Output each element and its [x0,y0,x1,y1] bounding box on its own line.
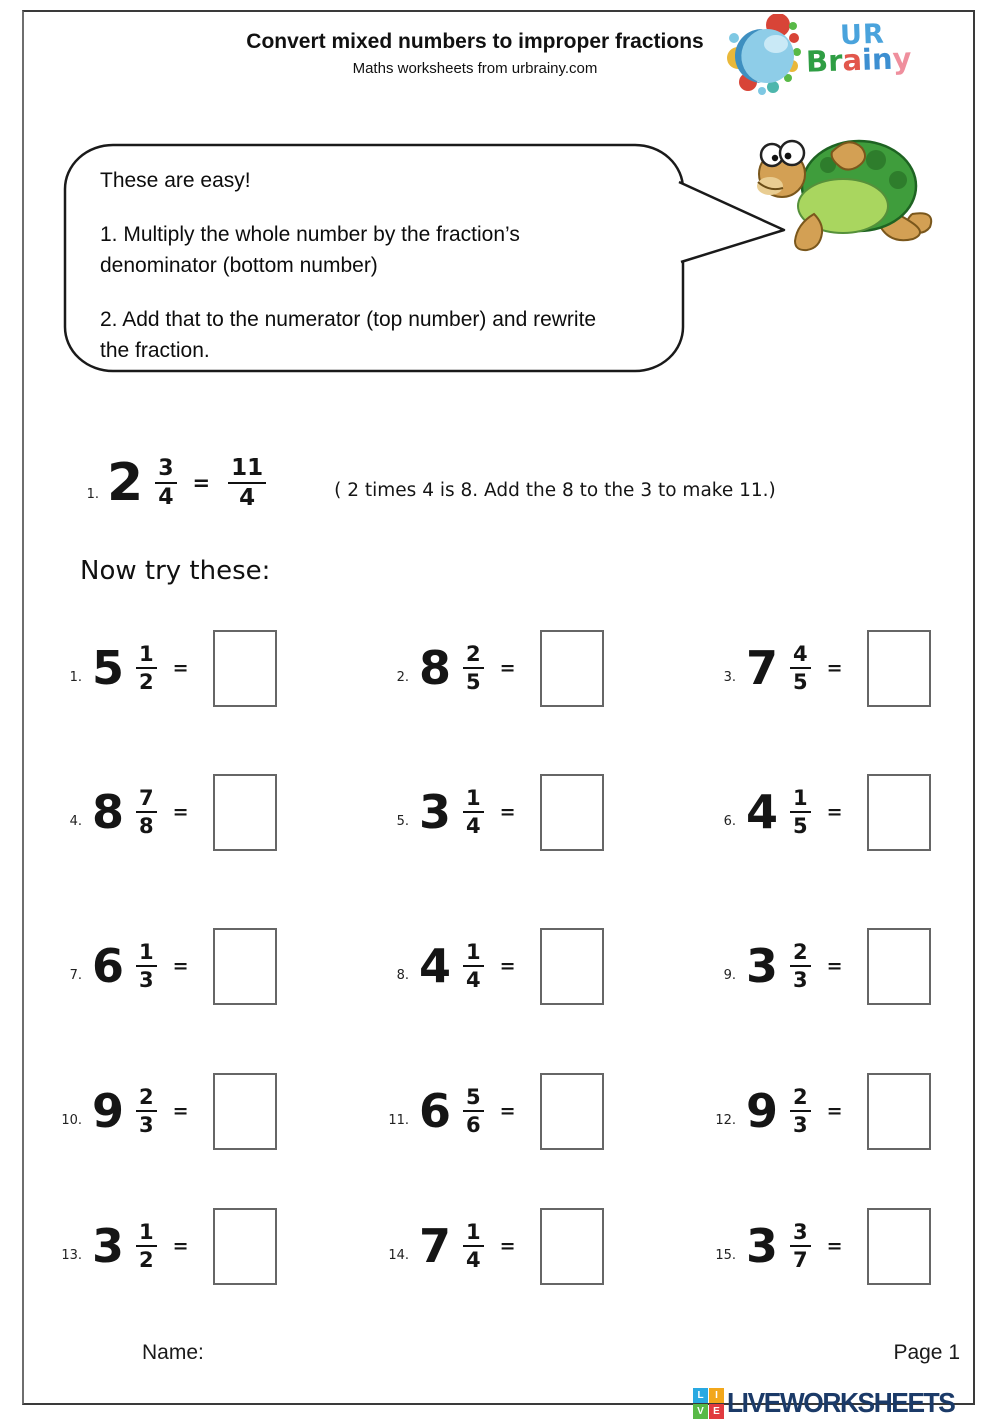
prompt-text: Now try these: [80,556,271,586]
fraction-numerator: 2 [790,1086,811,1112]
answer-box[interactable] [867,774,931,851]
whole-number: 7 [746,641,779,695]
problem [58,1071,277,1151]
fraction [463,1086,484,1136]
liveworksheets-tile: V [693,1404,708,1419]
fraction-denominator: 4 [466,1247,481,1272]
fraction-numerator: 1 [136,941,157,967]
problem-number: 9. [723,967,736,983]
answer-box[interactable] [213,928,277,1005]
fraction-denominator: 3 [139,967,154,992]
equals-sign: = [826,955,843,977]
fraction [463,941,484,991]
problem-number: 10. [61,1112,82,1128]
urbrainy-wordmark [805,18,966,79]
problem [58,926,277,1006]
fraction [136,941,157,991]
fraction-denominator: 8 [139,813,154,838]
liveworksheets-tile: L [693,1388,708,1403]
answer-box[interactable] [213,630,277,707]
fraction [463,1221,484,1271]
problem-number: 2. [396,669,409,685]
fraction-numerator: 1 [136,1221,157,1247]
fraction-numerator: 1 [790,787,811,813]
fraction [136,643,157,693]
bubble-line-2: 1. Multiply the whole number by the fraction’s denominator (bottom number) [100,223,520,277]
example-number: 1. [86,486,99,502]
fraction-denominator: 5 [466,669,481,694]
fraction-numerator: 1 [136,643,157,669]
fraction-denominator: 4 [466,813,481,838]
urbrainy-ur-text: UR [839,18,886,52]
fraction [136,787,157,837]
example-fraction [155,457,176,510]
problem [385,1206,604,1286]
liveworksheets-wordmark: LIVEWORKSHEETS [727,1387,955,1418]
liveworksheets-tiles-icon [693,1388,724,1419]
problem-number: 1. [69,669,82,685]
bubble-line-1: These are easy! [100,169,251,192]
whole-number: 7 [419,1219,452,1273]
fraction [790,643,811,693]
fraction [136,1086,157,1136]
fraction [790,1221,811,1271]
problem [712,1206,931,1286]
problem [712,926,931,1006]
example-denominator: 4 [158,484,174,510]
answer-box[interactable] [213,1073,277,1150]
example-problem [75,444,776,522]
whole-number: 9 [92,1084,125,1138]
problem-number: 12. [715,1112,736,1128]
example-whole-number: 2 [107,453,144,513]
problem [58,1206,277,1286]
name-label: Name: [142,1341,204,1364]
brainy-letter: r [827,43,844,79]
fraction-denominator: 4 [466,967,481,992]
fraction [790,941,811,991]
fraction-numerator: 2 [790,941,811,967]
example-equals-sign: = [192,471,211,495]
answer-box[interactable] [540,774,604,851]
problem-number: 14. [388,1247,409,1263]
whole-number: 3 [419,785,452,839]
fraction-denominator: 6 [466,1112,481,1137]
answer-box[interactable] [867,1073,931,1150]
turtle-icon [752,126,937,261]
example-result-fraction [228,456,266,511]
problem [712,772,931,852]
whole-number: 9 [746,1084,779,1138]
whole-number: 8 [92,785,125,839]
whole-number: 4 [746,785,779,839]
brainy-letter: n [871,41,894,77]
fraction-denominator: 2 [139,669,154,694]
fraction-denominator: 5 [793,669,808,694]
whole-number: 6 [92,939,125,993]
answer-box[interactable] [867,630,931,707]
example-numerator: 3 [155,457,176,484]
fraction [463,643,484,693]
equals-sign: = [172,801,189,823]
answer-box[interactable] [867,1208,931,1285]
fraction [790,787,811,837]
equals-sign: = [499,801,516,823]
answer-box[interactable] [213,774,277,851]
equals-sign: = [499,955,516,977]
whole-number: 8 [419,641,452,695]
problem-number: 13. [61,1247,82,1263]
problem-number: 15. [715,1247,736,1263]
equals-sign: = [172,657,189,679]
fraction-denominator: 7 [793,1247,808,1272]
fraction [136,1221,157,1271]
fraction-numerator: 7 [136,787,157,813]
brainy-letter: y [891,41,913,76]
fraction-denominator: 5 [793,813,808,838]
problem-number: 4. [69,813,82,829]
equals-sign: = [499,1100,516,1122]
fraction-numerator: 1 [463,941,484,967]
whole-number: 3 [746,939,779,993]
liveworksheets-tile: E [709,1404,724,1419]
fraction-numerator: 2 [463,643,484,669]
answer-box[interactable] [540,1208,604,1285]
fraction-numerator: 4 [790,643,811,669]
bubble-line-3: 2. Add that to the numerator (top number) and rewrite the fraction. [100,308,597,362]
fraction-denominator: 2 [139,1247,154,1272]
whole-number: 4 [419,939,452,993]
fraction-denominator: 3 [793,1112,808,1137]
example-result-numerator: 11 [228,456,266,484]
equals-sign: = [826,657,843,679]
answer-box[interactable] [213,1208,277,1285]
liveworksheets-tile: I [709,1388,724,1403]
problem-number: 5. [396,813,409,829]
problem [58,772,277,852]
example-note: ( 2 times 4 is 8. Add the 8 to the 3 to make 11.) [334,479,776,501]
problem-number: 7. [69,967,82,983]
fraction-numerator: 1 [463,787,484,813]
fraction-denominator: 3 [793,967,808,992]
fraction-numerator: 2 [136,1086,157,1112]
whole-number: 3 [92,1219,125,1273]
equals-sign: = [172,1100,189,1122]
problem [712,1071,931,1151]
fraction-numerator: 3 [790,1221,811,1247]
urbrainy-head-icon [726,14,808,98]
answer-box[interactable] [540,630,604,707]
brainy-letter: i [861,42,873,77]
equals-sign: = [172,1235,189,1257]
problem-number: 11. [388,1112,409,1128]
fraction-numerator: 5 [463,1086,484,1112]
equals-sign: = [172,955,189,977]
equals-sign: = [826,1235,843,1257]
fraction [790,1086,811,1136]
liveworksheets-logo [693,1386,969,1420]
page-number-label: Page 1 [893,1341,960,1364]
whole-number: 6 [419,1084,452,1138]
whole-number: 3 [746,1219,779,1273]
urbrainy-brainy-text [806,42,967,77]
speech-bubble-text [100,166,620,366]
speech-bubble [62,140,802,380]
fraction [463,787,484,837]
problem [712,628,931,708]
whole-number: 5 [92,641,125,695]
equals-sign: = [499,1235,516,1257]
equals-sign: = [499,657,516,679]
answer-box[interactable] [540,928,604,1005]
problem-number: 6. [723,813,736,829]
fraction-denominator: 3 [139,1112,154,1137]
problem [385,926,604,1006]
problem [385,628,604,708]
problem [58,628,277,708]
example-result-denominator: 4 [239,484,256,511]
page-subtitle: Maths worksheets from urbrainy.com [352,60,598,77]
urbrainy-logo [726,14,966,104]
brainy-letter: B [805,44,829,79]
problem [385,772,604,852]
problem-number: 3. [723,669,736,685]
problem-number: 8. [396,967,409,983]
equals-sign: = [826,1100,843,1122]
page-title: Convert mixed numbers to improper fractions [246,30,704,53]
equals-sign: = [826,801,843,823]
answer-box[interactable] [540,1073,604,1150]
problem [385,1071,604,1151]
answer-box[interactable] [867,928,931,1005]
fraction-numerator: 1 [463,1221,484,1247]
brainy-letter: a [841,42,863,78]
